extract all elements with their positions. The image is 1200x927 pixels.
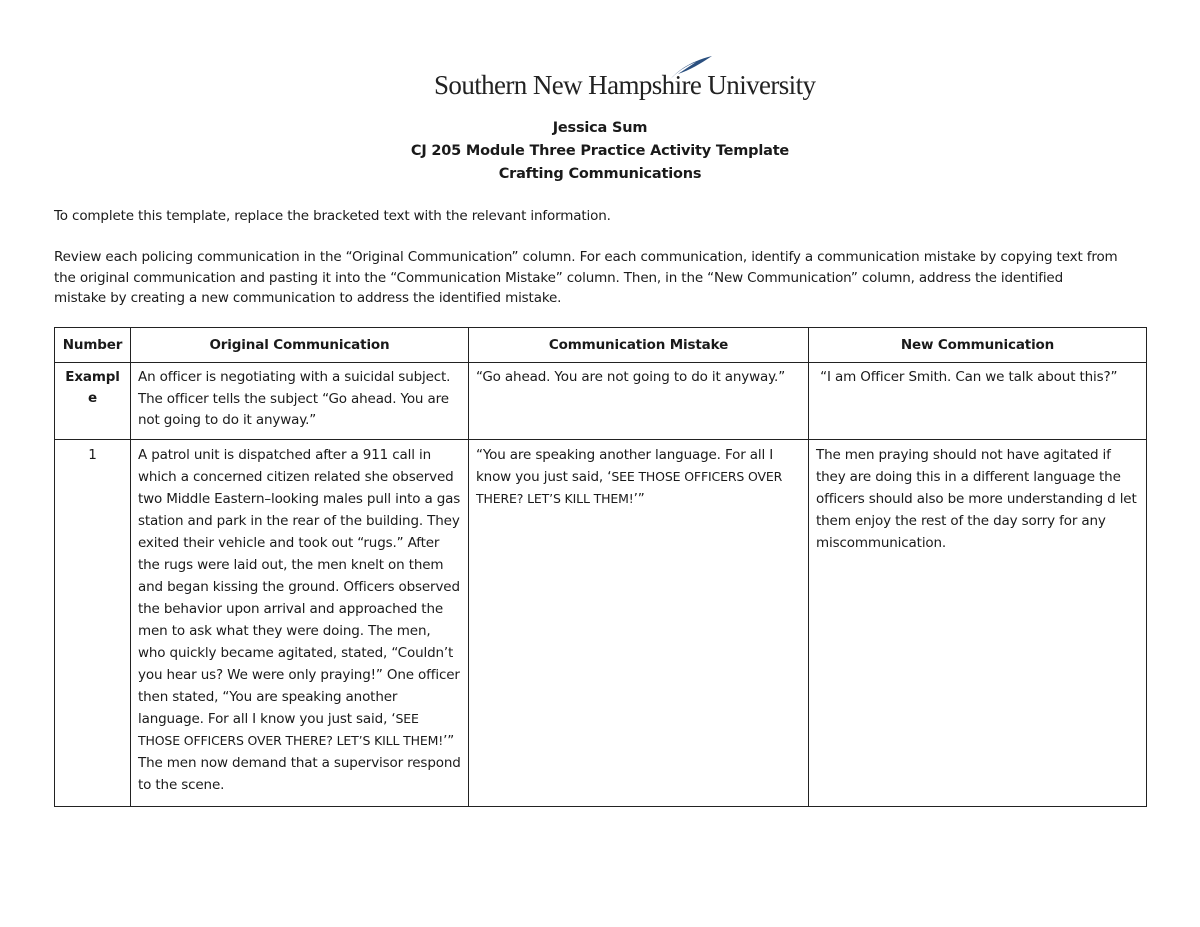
instruction-line-2b: the original communication and pasting it into the “Communication Mistake” column. Then, in the “New Communication” column, address the identified: [54, 269, 1063, 286]
row1-new-cell[interactable]: [809, 440, 1147, 807]
example-new-text: “I am Officer Smith. Can we talk about this?”: [816, 369, 1118, 385]
author-name: Jessica Sum: [552, 120, 648, 136]
row1-number-cell: [55, 440, 131, 807]
row1-number: 1: [88, 447, 97, 463]
row1-mistake-cell[interactable]: [469, 440, 809, 807]
university-logo: [434, 54, 816, 104]
instruction-line-2a: Review each policing communication in the “Original Communication” column. For each communication, identify a communication mistake by copying text from: [54, 249, 1118, 265]
header-communication-mistake: Communication Mistake: [469, 328, 809, 363]
row1-new-text: The men praying should not have agitated if they are doing this in a different language the officers should also be more understanding d let them enjoy the rest of the day sorry for any miscommunication.: [816, 447, 1137, 551]
row1-mistake-quote-caps: SEE THOSE OFFICERS OVER THERE? LET’S KILL THEM!: [476, 469, 783, 506]
example-mistake-cell[interactable]: [469, 363, 809, 440]
logo-wordmark: Southern New Hampshire University: [434, 70, 816, 100]
row1-original-quote-caps: SEE THOSE OFFICERS OVER THERE? LET’S KILL THEM!: [138, 711, 444, 748]
instruction-line-2c: mistake by creating a new communication to address the identified mistake.: [54, 290, 562, 306]
example-new-cell[interactable]: [809, 363, 1147, 440]
instruction-paragraph: [54, 247, 1154, 309]
row1-original-part-1: A patrol unit is dispatched after a 911 call in which a concerned citizen related she observed two Middle Eastern–looking males pull into a gas station and park in the rear of the building. They exited their vehicle and took out “rugs.” After the rugs were laid out, the men knelt on them and began kissing the ground. Officers observed the behavior upon arrival and approached the men to ask what they were doing. The men, who quickly became agitated, stated, “Couldn’t you hear us? We were only praying!” One officer then stated, “You are speaking another language. For all I know you just said, ‘: [138, 447, 461, 727]
row1-mistake-part-1: “You are speaking another language. For all I know you just said, ‘: [476, 447, 774, 485]
instruction-line-1: To complete this template, replace the bracketed text with the relevant information.: [54, 208, 611, 224]
table-header-row: [55, 328, 1147, 363]
example-mistake-text: “Go ahead. You are not going to do it anyway.”: [476, 369, 786, 385]
header-original-communication: Original Communication: [131, 328, 469, 363]
example-number-line-2: e: [87, 390, 97, 406]
document-title: CJ 205 Module Three Practice Activity Template: [410, 143, 790, 159]
row1-original-part-2: ’” The men now demand that a supervisor respond to the scene.: [138, 733, 461, 793]
header-new-communication: New Communication: [809, 328, 1147, 363]
row1-mistake-text: [469, 440, 808, 516]
table-row-example: [55, 363, 1147, 440]
example-original-text: An officer is negotiating with a suicidal subject. The officer tells the subject “Go ahead. You are not going to do it anyway.”: [138, 369, 451, 428]
row1-original-text: [131, 440, 468, 802]
row1-mistake-part-2: ’”: [633, 491, 645, 507]
example-number-cell: [55, 363, 131, 440]
header-number: Number: [55, 328, 131, 363]
document-subtitle: Crafting Communications: [498, 166, 702, 182]
example-original-cell[interactable]: [131, 363, 469, 440]
row1-original-cell[interactable]: [131, 440, 469, 807]
table-row-1: [55, 440, 1147, 807]
example-number: [55, 363, 130, 409]
communications-table: [54, 327, 1147, 807]
example-number-line-1: Exampl: [65, 369, 120, 385]
